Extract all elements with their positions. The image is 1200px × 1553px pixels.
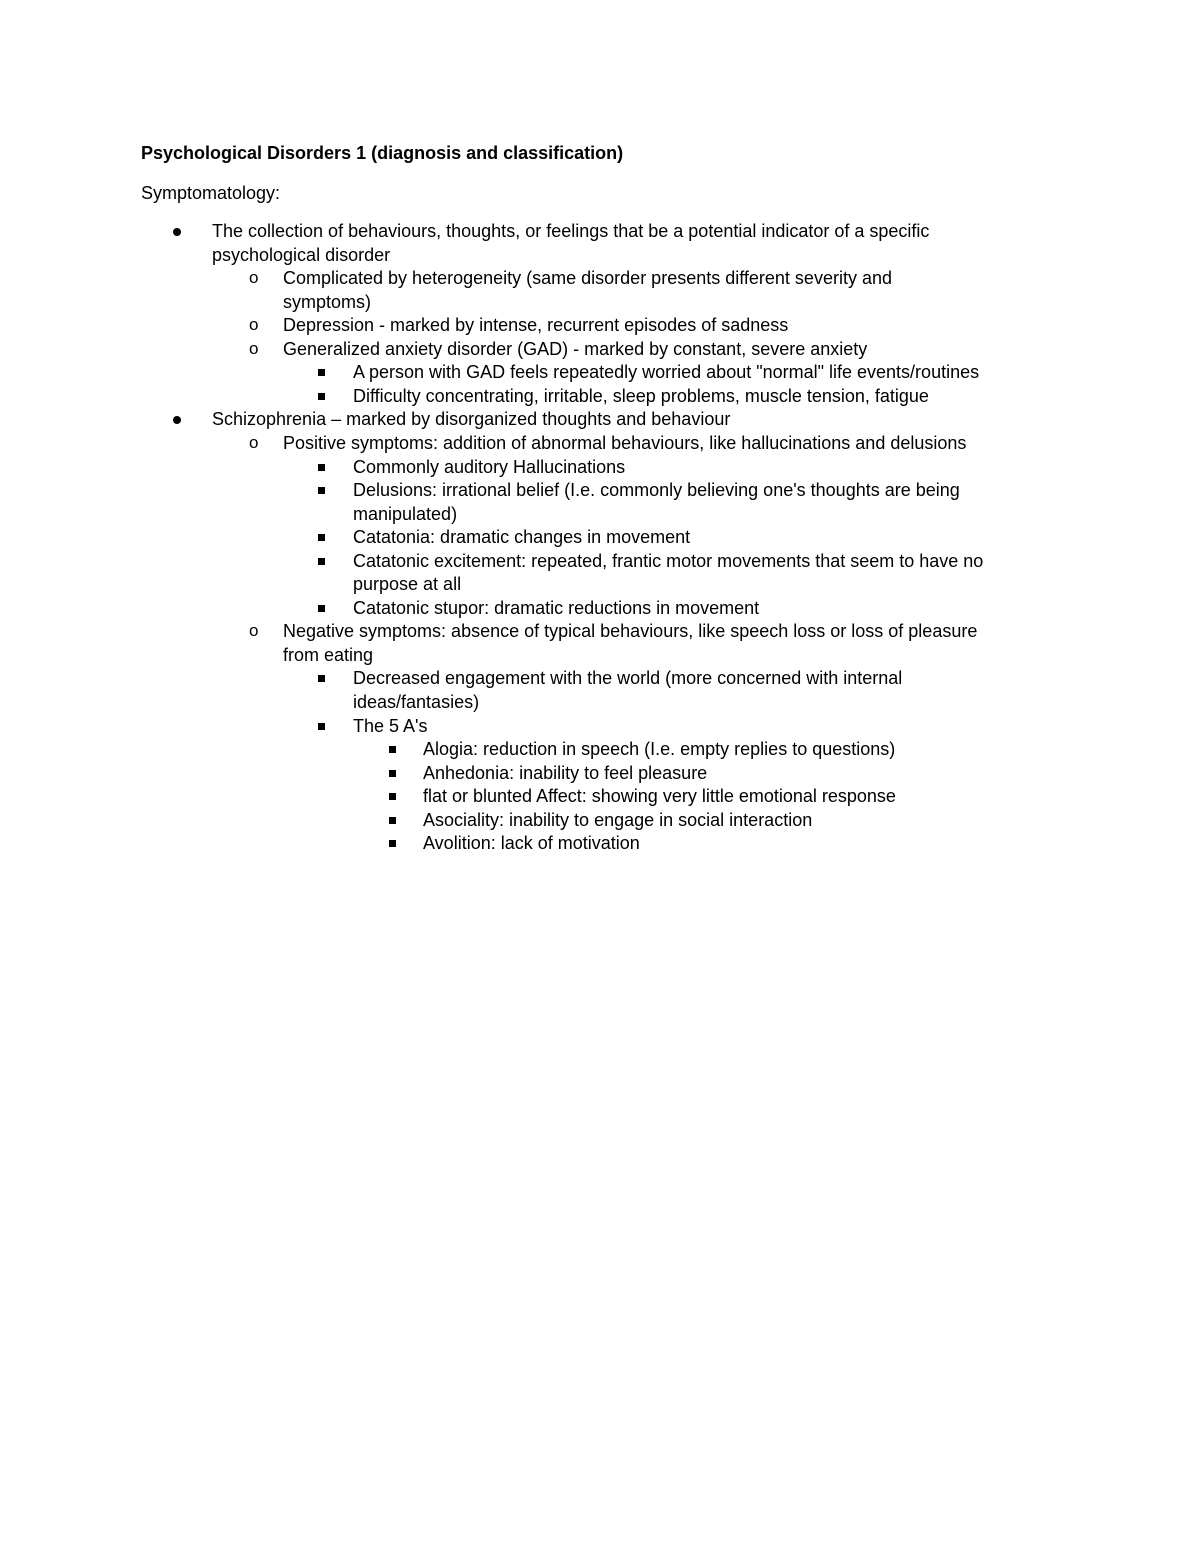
list-item-text: Catatonic stupor: dramatic reductions in movement — [353, 597, 760, 618]
bullet-square-icon — [389, 793, 396, 800]
list-item-text: Catatonic excitement: repeated, frantic motor movements that seem to have no — [353, 550, 984, 571]
list-item-text: symptoms) — [283, 291, 372, 312]
bullet-square-icon — [389, 840, 396, 847]
bullet-square-icon — [389, 770, 396, 777]
list-item-text: Generalized anxiety disorder (GAD) - marked by constant, severe anxiety — [283, 338, 868, 359]
document-title: Psychological Disorders 1 (diagnosis and classification) — [141, 143, 624, 163]
list-item-text: Alogia: reduction in speech (I.e. empty replies to questions) — [423, 739, 896, 760]
list-item-text: Asociality: inability to engage in social interaction — [423, 809, 813, 830]
bullet-dot-icon — [173, 416, 181, 424]
list-item-text: Anhedonia: inability to feel pleasure — [423, 762, 708, 783]
list-item-text: Positive symptoms: addition of abnormal behaviours, like hallucinations and delusions — [283, 432, 967, 453]
bullet-circle-icon: o — [249, 621, 259, 641]
list-item-text: Avolition: lack of motivation — [423, 833, 640, 854]
list-item-text: from eating — [283, 644, 374, 665]
section-heading: Symptomatology: — [141, 183, 281, 203]
bullet-circle-icon: o — [249, 315, 259, 335]
bullet-circle-icon: o — [249, 268, 259, 288]
bullet-square-icon — [389, 746, 396, 753]
list-item-text: Negative symptoms: absence of typical behaviours, like speech loss or loss of pleasure — [283, 621, 978, 642]
bullet-square-icon — [318, 605, 325, 612]
bullet-circle-icon: o — [249, 432, 259, 452]
list-item-text: The 5 A's — [353, 715, 428, 736]
list-item-text: Difficulty concentrating, irritable, sleep problems, muscle tension, fatigue — [353, 385, 929, 406]
list-item-text: Decreased engagement with the world (more concerned with internal — [353, 668, 903, 689]
bullet-square-icon — [318, 487, 325, 494]
list-item-text: The collection of behaviours, thoughts, or feelings that be a potential indicator of a specific — [212, 221, 930, 241]
list-item-text: Commonly auditory Hallucinations — [353, 456, 626, 477]
bullet-circle-icon: o — [249, 338, 259, 358]
bullet-square-icon — [318, 534, 325, 541]
list-item-text: flat or blunted Affect: showing very little emotional response — [423, 786, 896, 807]
list-item-text: psychological disorder — [212, 244, 391, 265]
bullet-square-icon — [318, 369, 325, 376]
bullet-square-icon — [318, 393, 325, 400]
bullet-dot-icon — [173, 228, 181, 236]
list-item-text: ideas/fantasies) — [353, 692, 480, 712]
bullet-square-icon — [318, 675, 325, 682]
list-item-text: Schizophrenia – marked by disorganized thoughts and behaviour — [212, 409, 731, 430]
bullet-square-icon — [318, 723, 325, 730]
list-item-text: manipulated) — [353, 503, 458, 524]
list-item-text: Delusions: irrational belief (I.e. commonly believing one's thoughts are being — [353, 480, 960, 501]
bullet-square-icon — [318, 464, 325, 471]
list-item-text: Depression - marked by intense, recurrent episodes of sadness — [283, 315, 789, 336]
list-item-text: purpose at all — [353, 574, 462, 595]
list-item-text: Complicated by heterogeneity (same disorder presents different severity and — [283, 268, 892, 289]
bullet-square-icon — [389, 817, 396, 824]
list-item-text: Catatonia: dramatic changes in movement — [353, 527, 691, 548]
bullet-square-icon — [318, 558, 325, 565]
list-item-text: A person with GAD feels repeatedly worried about "normal" life events/routines — [353, 362, 980, 383]
